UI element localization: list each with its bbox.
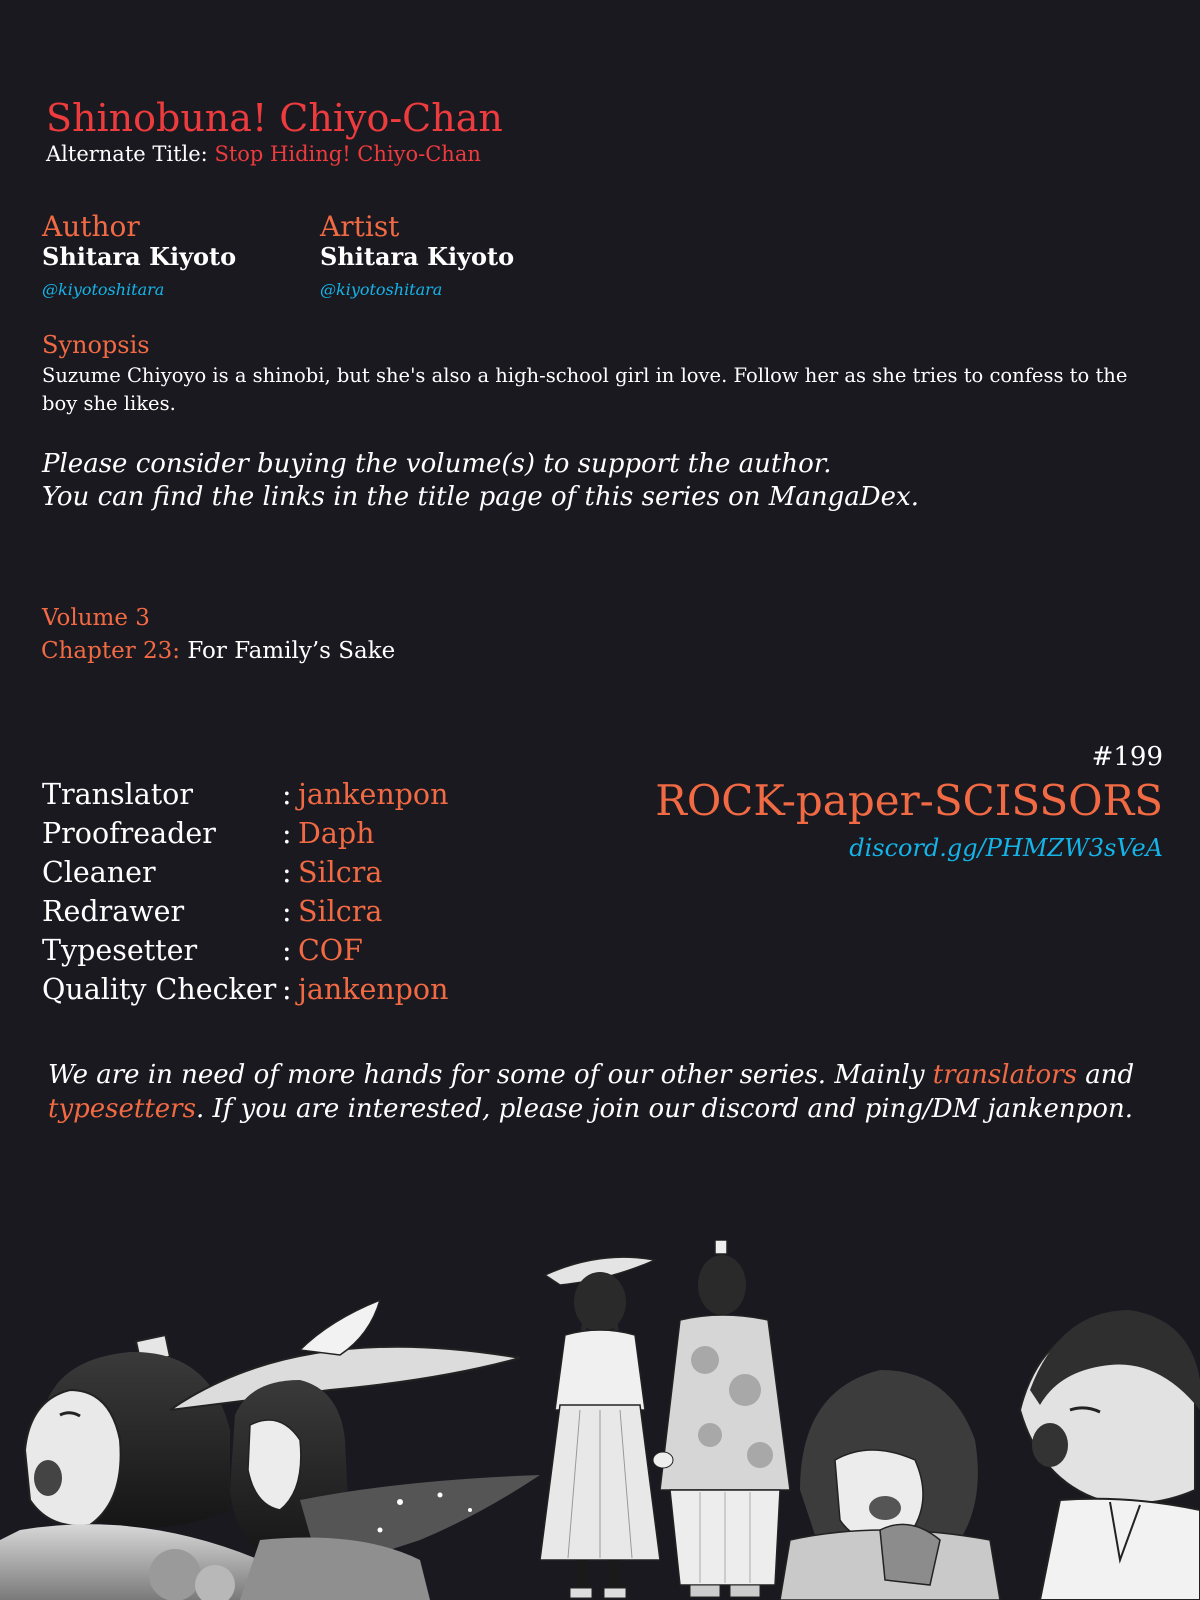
chapter-title: For Family’s Sake xyxy=(187,638,396,664)
staff-name: Silcra xyxy=(298,856,383,889)
staff-separator: : xyxy=(282,817,292,850)
staff-name: jankenpon xyxy=(298,973,449,1006)
artist-name: Shitara Kiyoto xyxy=(320,242,515,271)
staff-name: jankenpon xyxy=(298,778,449,811)
staff-name: Silcra xyxy=(298,895,383,928)
author-name: Shitara Kiyoto xyxy=(42,242,237,271)
staff-separator: : xyxy=(282,934,292,967)
release-number: #199 xyxy=(1091,742,1163,772)
support-message xyxy=(42,448,919,514)
recruit-text-2: and xyxy=(1076,1060,1135,1090)
character-girl-standing xyxy=(540,1257,660,1598)
alternate-title-value: Stop Hiding! Chiyo-Chan xyxy=(214,142,481,166)
character-girl-laughing xyxy=(780,1370,1000,1600)
alternate-title-line xyxy=(46,140,481,168)
synopsis-heading: Synopsis xyxy=(42,331,150,359)
artist-heading: Artist xyxy=(320,210,400,243)
support-line-2: You can find the links in the title page of this series on MangaDex. xyxy=(42,482,919,512)
chapter-line xyxy=(41,636,395,666)
support-line-1: Please consider buying the volume(s) to support the author. xyxy=(42,449,832,479)
recruit-text-1: We are in need of more hands for some of our other series. Mainly xyxy=(48,1060,933,1090)
staff-role: Redrawer xyxy=(42,895,185,928)
staff-separator: : xyxy=(282,778,292,811)
recruit-text-3: . If you are interested, please join our discord and ping/DM jankenpon. xyxy=(195,1094,1133,1124)
author-handle-link[interactable]: @kiyotoshitara xyxy=(42,280,165,299)
staff-role: Typesetter xyxy=(42,934,198,967)
character-boy-shouting xyxy=(1020,1310,1200,1600)
discord-link[interactable]: discord.gg/PHMZW3sVeA xyxy=(849,834,1163,862)
recruitment-message xyxy=(48,1058,1168,1126)
recruit-highlight-typesetters: typesetters xyxy=(48,1094,196,1124)
chapter-label: Chapter 23: xyxy=(41,638,181,664)
recruit-highlight-translators: translators xyxy=(932,1060,1077,1090)
volume-label: Volume 3 xyxy=(42,605,150,631)
series-title: Shinobuna! Chiyo-Chan xyxy=(46,96,503,140)
author-heading: Author xyxy=(42,210,140,243)
group-name: ROCK-paper-SCISSORS xyxy=(655,776,1163,825)
staff-separator: : xyxy=(282,895,292,928)
staff-name: Daph xyxy=(298,817,375,850)
staff-role: Quality Checker xyxy=(42,973,277,1006)
character-illustration xyxy=(0,1240,1200,1600)
staff-separator: : xyxy=(282,973,292,1006)
staff-separator: : xyxy=(282,856,292,889)
staff-role: Cleaner xyxy=(42,856,156,889)
synopsis-text: Suzume Chiyoyo is a shinobi, but she's also a high-school girl in love. Follow her as she tries to confess to the boy she likes. xyxy=(42,364,1128,415)
character-man-kimono xyxy=(653,1240,790,1597)
staff-role: Translator xyxy=(42,778,193,811)
staff-name: COF xyxy=(298,934,363,967)
alternate-title-label: Alternate Title: xyxy=(46,142,208,166)
artist-handle-link[interactable]: @kiyotoshitara xyxy=(320,280,443,299)
staff-role: Proofreader xyxy=(42,817,216,850)
character-boy-topknot xyxy=(0,1335,260,1600)
